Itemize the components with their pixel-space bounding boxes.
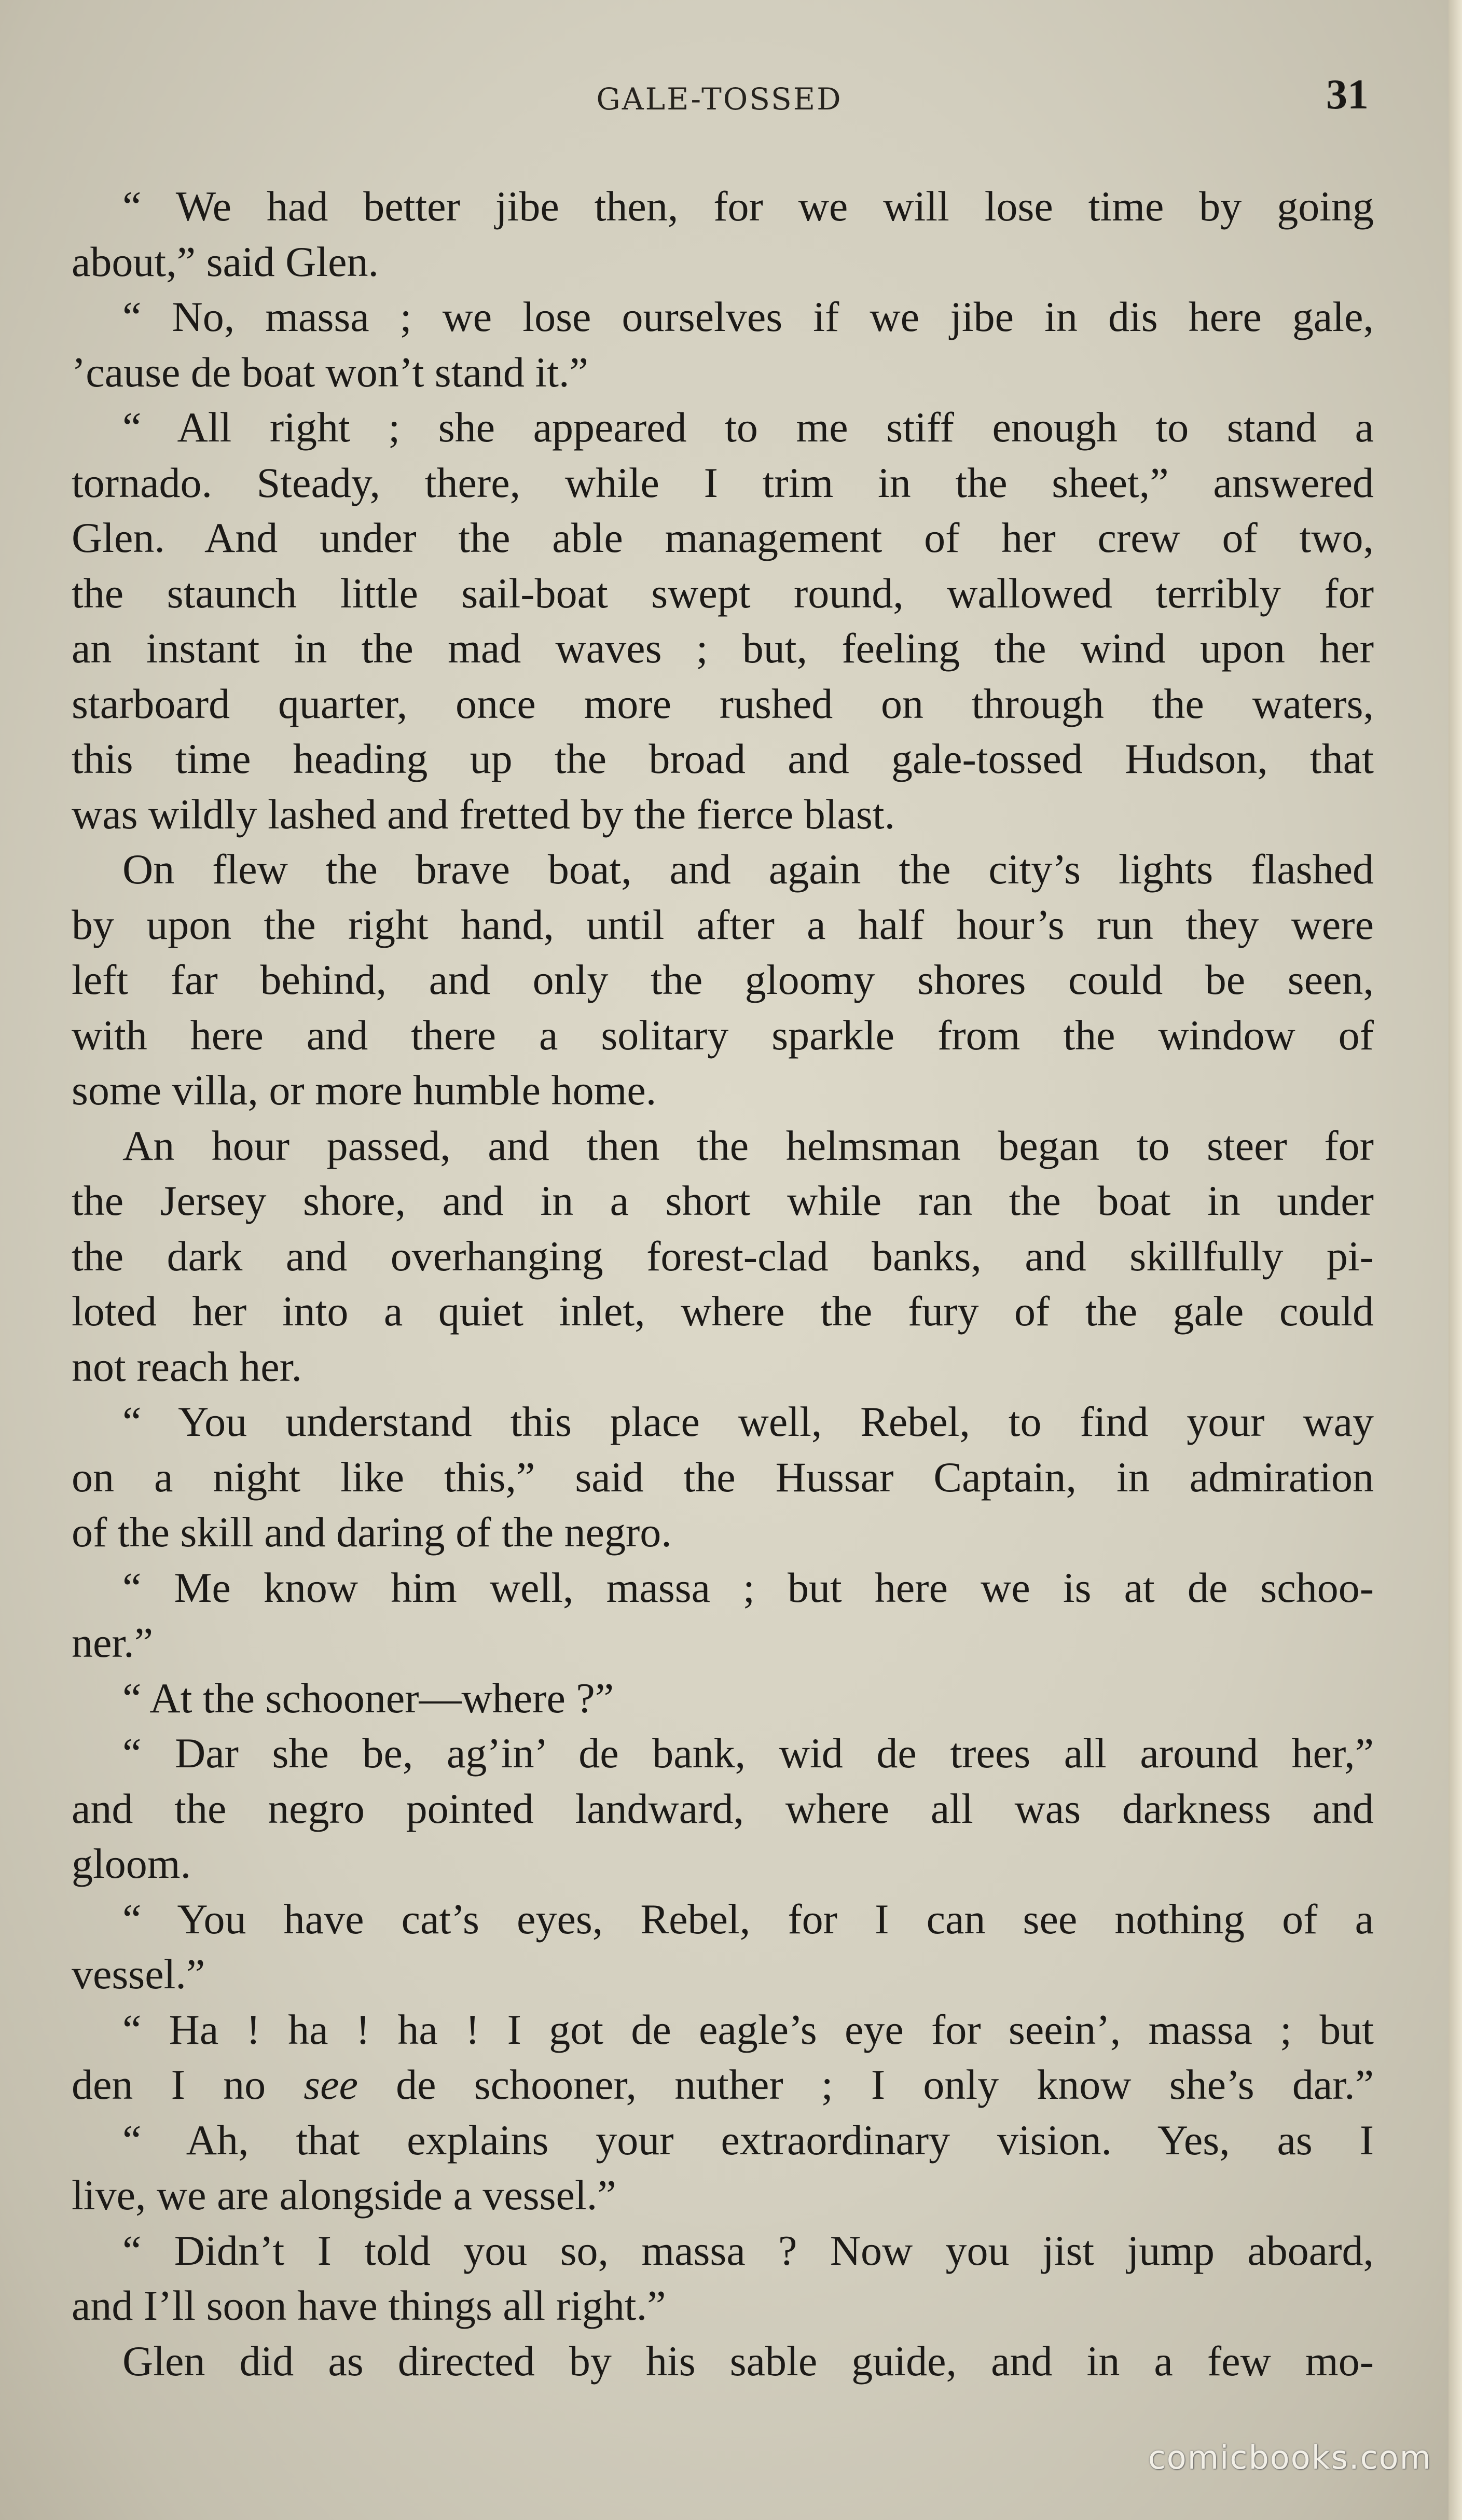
text-line: the dark and overhanging forest-clad banks, and skillfully pi-	[72, 1232, 1374, 1280]
text-line: “ Ha ! ha ! ha ! I got de eagle’s eye for seein’, massa ; but	[122, 2005, 1374, 2053]
text-line: on a night like this,” said the Hussar Captain, in admiration	[72, 1453, 1374, 1501]
text-line: vessel.”	[72, 1950, 205, 1998]
text-line: “ All right ; she appeared to me stiff enough to stand a	[122, 404, 1374, 451]
text-line: of the skill and daring of the negro.	[72, 1508, 672, 1556]
text-line: ’cause de boat won’t stand it.”	[72, 348, 588, 396]
text-line: den I no see de schooner, nuther ; I only know she’s dar.”	[72, 2061, 1374, 2108]
text-line: was wildly lashed and fretted by the fierce blast.	[72, 790, 895, 838]
text-line: the Jersey shore, and in a short while ran the boat in under	[72, 1177, 1374, 1224]
text-line: An hour passed, and then the helmsman began to steer for	[122, 1121, 1374, 1169]
text-line: an instant in the mad waves ; but, feeling the wind upon her	[72, 625, 1374, 672]
text-line: Glen did as directed by his sable guide, and in a few mo-	[122, 2337, 1374, 2385]
text-line: tornado. Steady, there, while I trim in the sheet,” answered	[72, 459, 1374, 506]
text-line: the staunch little sail-boat swept round, wallowed terribly for	[72, 569, 1374, 617]
text-line: gloom.	[72, 1840, 191, 1887]
text-line: On flew the brave boat, and again the city’s lights flashed	[122, 846, 1374, 893]
text-line: some villa, or more humble home.	[72, 1067, 657, 1114]
text-line: loted her into a quiet inlet, where the fury of the gale could	[72, 1287, 1374, 1335]
text-line: and the negro pointed landward, where all was darkness and	[72, 1784, 1374, 1832]
text-line: starboard quarter, once more rushed on through the waters,	[72, 680, 1374, 727]
text-line: about,” said Glen.	[72, 238, 379, 285]
text-line: “ You have cat’s eyes, Rebel, for I can see nothing of a	[122, 1895, 1374, 1943]
text-line: with here and there a solitary sparkle from the window of	[72, 1011, 1374, 1059]
watermark: comicbooks.com	[1148, 2439, 1432, 2476]
running-head: GALE-TOSSED	[596, 81, 843, 117]
text-line: Glen. And under the able management of her crew of two,	[72, 514, 1374, 561]
text-line: not reach her.	[72, 1342, 302, 1390]
text-line: this time heading up the broad and gale-tossed Hudson, that	[72, 735, 1374, 782]
text-line: “ Ah, that explains your extraordinary vision. Yes, as I	[122, 2116, 1374, 2164]
page-edge	[1449, 0, 1462, 2520]
text-line: “ At the schooner—where ?”	[122, 1674, 614, 1722]
text-line: by upon the right hand, until after a half hour’s run they were	[72, 901, 1374, 948]
body-text	[72, 179, 1374, 2389]
text-line: “ You understand this place well, Rebel, to find your way	[122, 1398, 1374, 1445]
text-line: “ Dar she be, ag’in’ de bank, wid de trees all around her,”	[122, 1729, 1374, 1777]
text-line: and I’ll soon have things all right.”	[72, 2282, 666, 2329]
page-header	[70, 70, 1369, 132]
text-line: “ Me know him well, massa ; but here we is at de schoo-	[122, 1563, 1374, 1611]
text-line: “ Didn’t I told you so, massa ? Now you jist jump aboard,	[122, 2226, 1374, 2274]
text-line: left far behind, and only the gloomy shores could be seen,	[72, 956, 1374, 1003]
page-number: 31	[1326, 71, 1369, 118]
text-line: “ We had better jibe then, for we will lose time by going	[122, 183, 1374, 230]
text-line: ner.”	[72, 1619, 154, 1666]
text-line: “ No, massa ; we lose ourselves if we jibe in dis here gale,	[122, 293, 1374, 340]
text-line: live, we are alongside a vessel.”	[72, 2171, 616, 2219]
